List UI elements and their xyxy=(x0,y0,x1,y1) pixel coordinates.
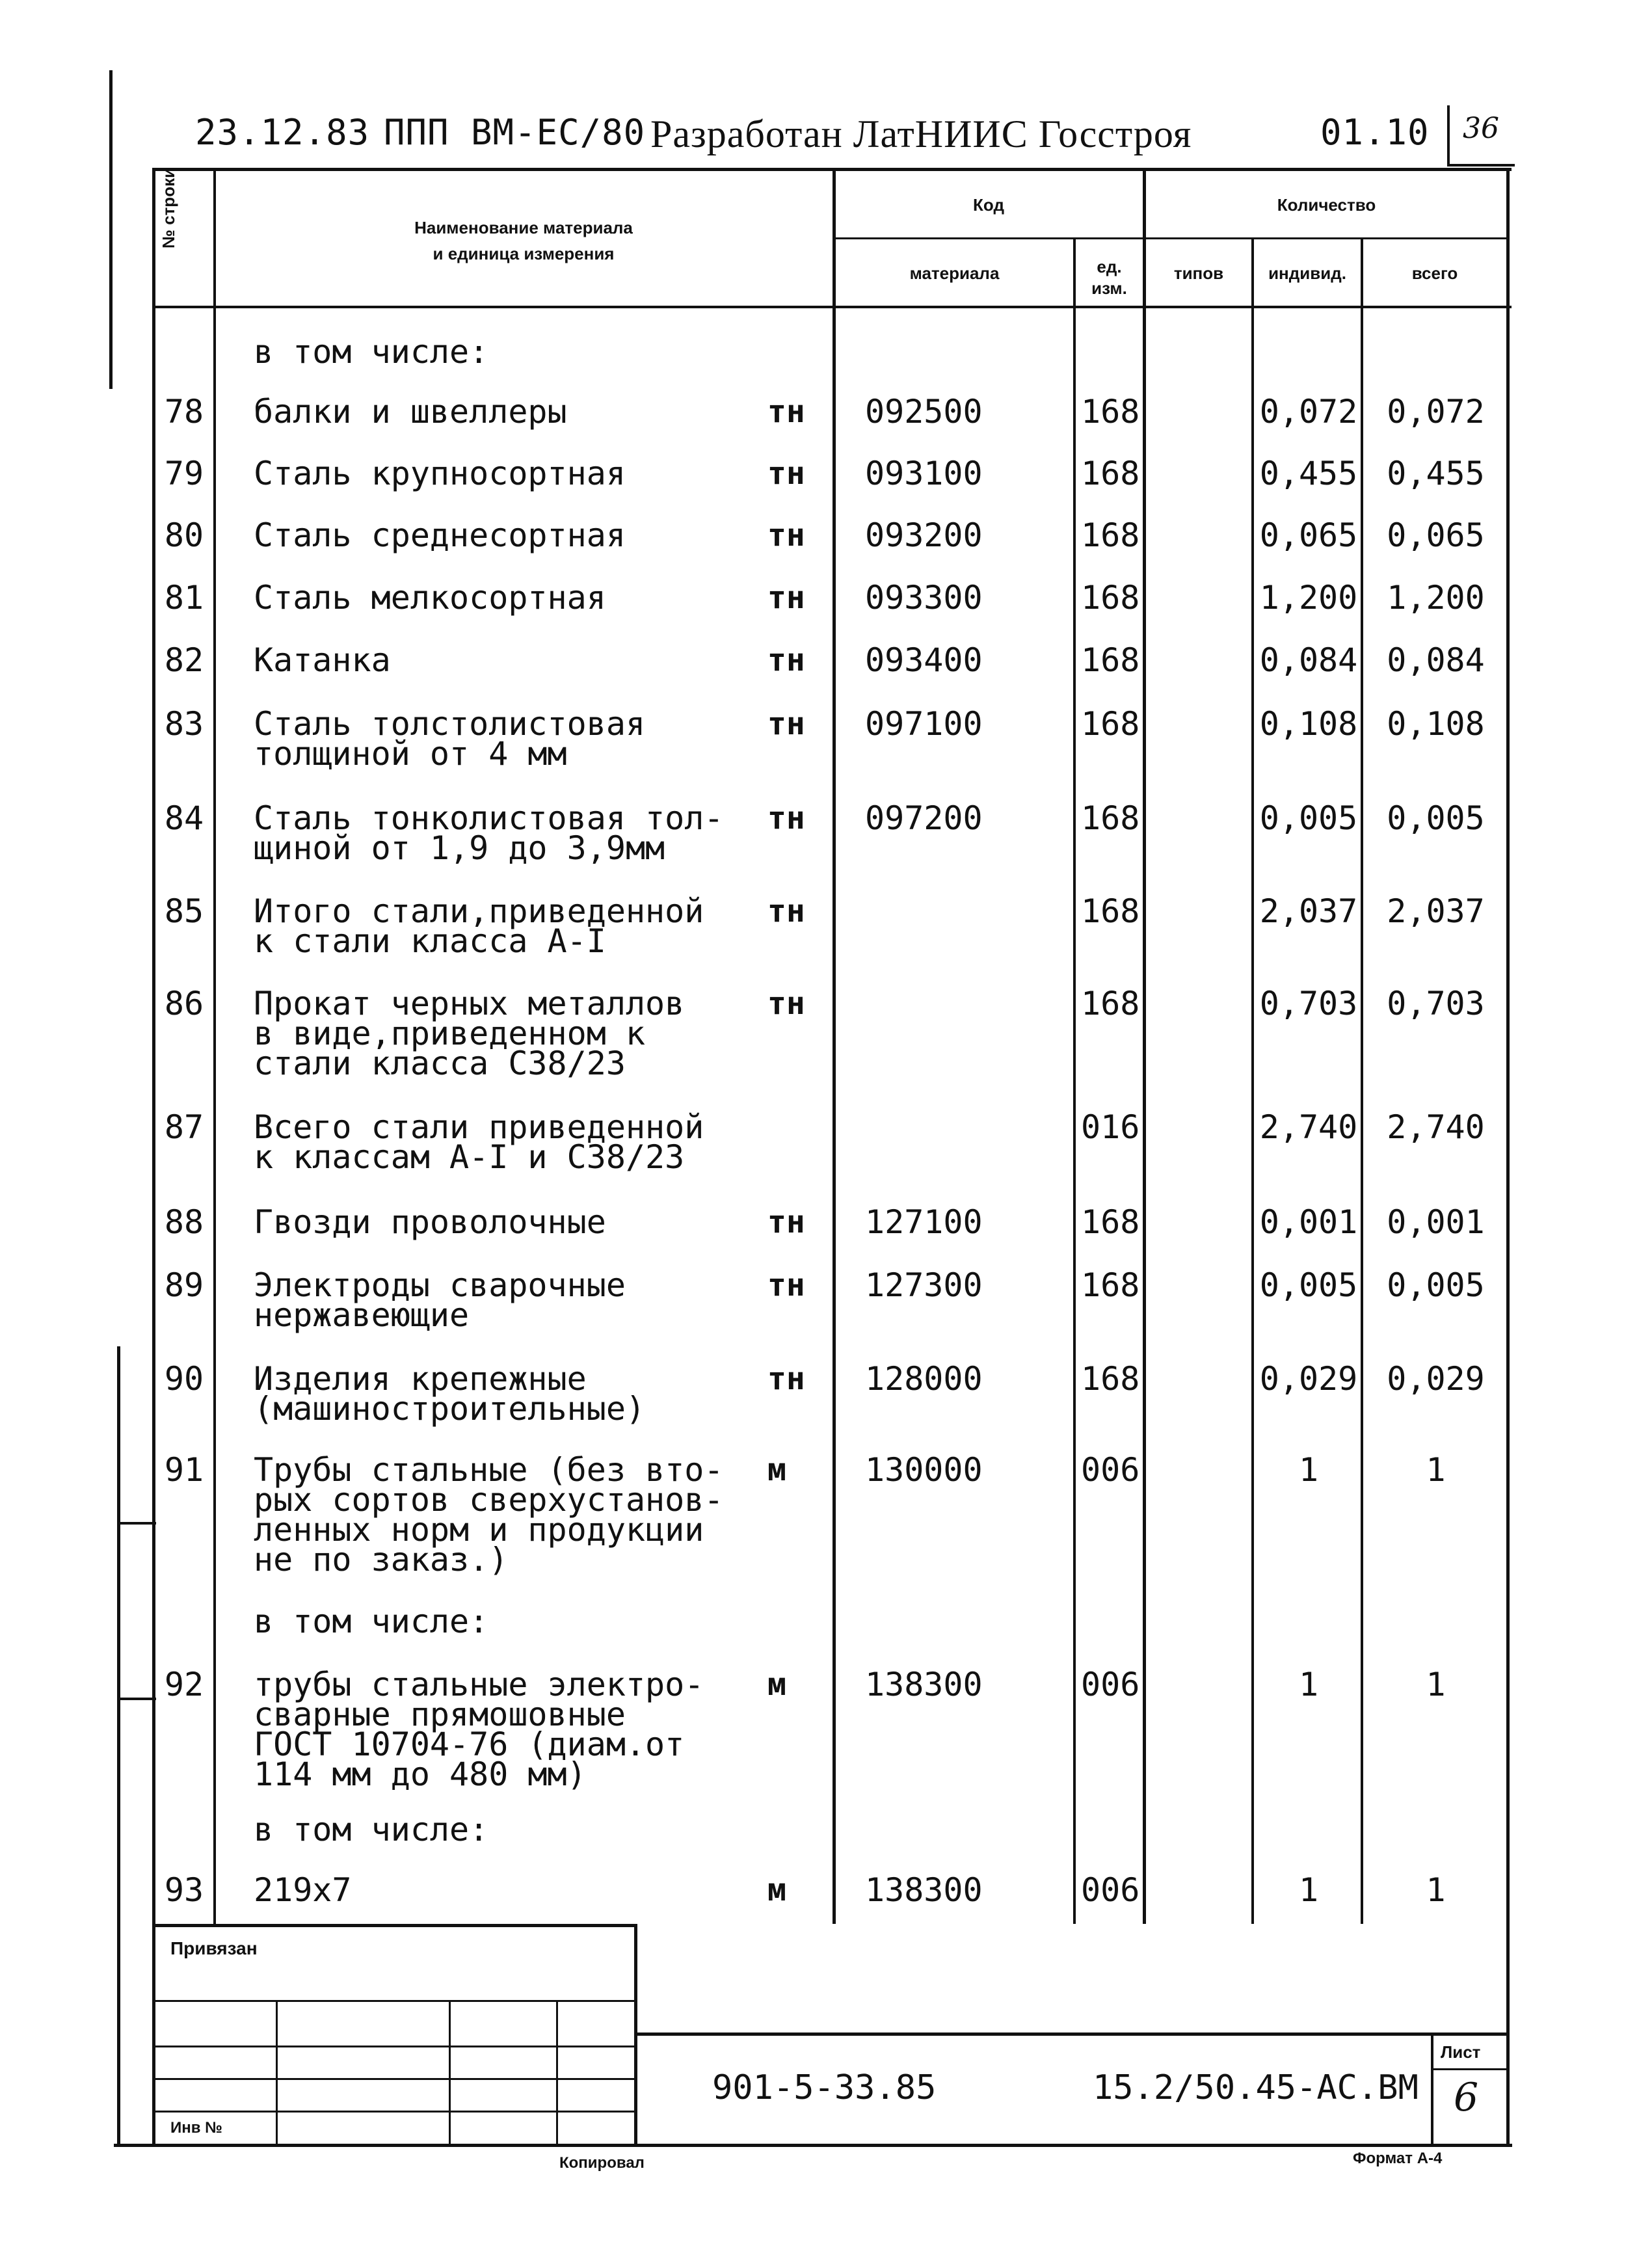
row-total: 1 xyxy=(1426,1451,1446,1489)
col-code-group: Код xyxy=(973,195,1004,215)
row-number: 87 xyxy=(164,1108,204,1146)
stamp-vline-3 xyxy=(556,2000,558,2145)
row-number: 93 xyxy=(164,1871,204,1909)
row-individual: 0,065 xyxy=(1259,516,1358,554)
row-material-code: 130000 xyxy=(865,1451,983,1489)
row-material-code: 093400 xyxy=(865,641,983,679)
row-number: 81 xyxy=(164,579,204,617)
row-unit-code: 168 xyxy=(1081,799,1140,837)
row-name: Сталь мелкосортная xyxy=(254,579,606,617)
col-name-line1: Наименование материала xyxy=(414,218,633,237)
stamp-top-right xyxy=(634,2033,1509,2036)
binding-line-bottom xyxy=(117,1346,120,2146)
stamp-sheet-label: Лист xyxy=(1441,2042,1481,2062)
stamp-top-left xyxy=(152,1924,637,1927)
row-total: 0,072 xyxy=(1387,393,1485,431)
row-individual: 0,703 xyxy=(1259,985,1358,1022)
header-date: 23.12.83 xyxy=(195,112,370,153)
row-number: 80 xyxy=(164,516,204,554)
row-material-code: 093300 xyxy=(865,579,983,617)
row-total: 0,005 xyxy=(1387,799,1485,837)
row-material-code: 093200 xyxy=(865,516,983,554)
header-developer: Разработан ЛатНИИС Госстроя xyxy=(650,113,1192,155)
row-number: 89 xyxy=(164,1266,204,1304)
binding-line-top xyxy=(109,70,113,389)
row-material-code: 092500 xyxy=(865,393,983,431)
row-unit-code: 168 xyxy=(1081,1360,1140,1398)
row-material-code: 138300 xyxy=(865,1666,983,1703)
binding-tick-1 xyxy=(117,1522,156,1525)
row-material-code: 127300 xyxy=(865,1266,983,1304)
row-unit: тн xyxy=(767,985,805,1022)
row-unit: тн xyxy=(767,1204,805,1240)
row-unit: тн xyxy=(767,1267,805,1303)
col-line-name xyxy=(833,168,836,1924)
row-number: 78 xyxy=(164,393,204,431)
binding-tick-2 xyxy=(117,1698,156,1700)
row-unit-code: 168 xyxy=(1081,579,1140,617)
row-unit: тн xyxy=(767,800,805,836)
row-name: Сталь среднесортная xyxy=(254,516,626,554)
row-name: трубы стальные электро- сварные прямошовные ГОСТ 10704-76 (диам.от 114 мм до 480 мм) xyxy=(254,1666,704,1793)
row-individual: 1 xyxy=(1298,1666,1319,1703)
row-unit-code: 168 xyxy=(1081,641,1140,679)
row-individual: 1,200 xyxy=(1259,579,1358,617)
row-name: Электроды сварочные нержавеющие xyxy=(254,1266,626,1334)
intro-text: в том числе: xyxy=(254,333,489,371)
stamp-doc: 15.2/50.45-АС.ВМ xyxy=(1093,2068,1419,2107)
row-unit-code: 168 xyxy=(1081,892,1140,930)
stamp-sheet-vline xyxy=(1431,2033,1433,2145)
row-unit: м xyxy=(767,1452,786,1488)
row-material-code: 128000 xyxy=(865,1360,983,1398)
row-unit-code: 168 xyxy=(1081,455,1140,492)
row-unit-code: 016 xyxy=(1081,1108,1140,1146)
row-number: 91 xyxy=(164,1451,204,1489)
row-total: 0,029 xyxy=(1387,1360,1485,1398)
row-unit-code: 168 xyxy=(1081,516,1140,554)
row-material-code: 127100 xyxy=(865,1203,983,1241)
row-number: 82 xyxy=(164,641,204,679)
stamp-project: 901-5-33.85 xyxy=(712,2068,937,2107)
row-name: Итого стали,приведенной к стали класса А-I xyxy=(254,892,704,960)
stamp-sheet-hline xyxy=(1431,2068,1509,2070)
stamp-line-3 xyxy=(152,2078,637,2080)
row-name: Сталь толстолистовая толщиной от 4 мм xyxy=(254,705,646,773)
col-line-ucode xyxy=(1143,168,1146,1924)
row-unit: тн xyxy=(767,893,805,929)
row-unit-code: 168 xyxy=(1081,1203,1140,1241)
row-material-code: 097100 xyxy=(865,705,983,743)
row-number: 84 xyxy=(164,799,204,837)
stamp-inv: Инв № xyxy=(170,2119,222,2137)
row-name: Прокат черных металлов в виде,приведенном к стали класса С38/23 xyxy=(254,985,685,1082)
col-total: всего xyxy=(1411,263,1458,283)
row-total: 0,005 xyxy=(1387,1266,1485,1304)
row-material-code: 138300 xyxy=(865,1871,983,1909)
row-total: 0,001 xyxy=(1387,1203,1485,1241)
stamp-bound: Привязан xyxy=(170,1938,258,1958)
row-individual: 0,005 xyxy=(1259,799,1358,837)
row-total: 1,200 xyxy=(1387,579,1485,617)
row-total: 1 xyxy=(1426,1871,1446,1909)
row-unit: тн xyxy=(767,642,805,678)
row-individual: 1 xyxy=(1298,1871,1319,1909)
row-number: 92 xyxy=(164,1666,204,1703)
frame-top xyxy=(152,168,1512,171)
row-total: 0,703 xyxy=(1387,985,1485,1022)
handwritten-number: 36 xyxy=(1463,112,1499,145)
stamp-sheet-no: 6 xyxy=(1454,2075,1479,2120)
col-ucode-1: ед. xyxy=(1097,257,1122,276)
row-individual: 2,740 xyxy=(1259,1108,1358,1146)
row-name: в том числе: xyxy=(254,1811,489,1848)
col-line-indiv xyxy=(1361,237,1363,1924)
row-name: 219х7 xyxy=(254,1871,352,1909)
frame-bottom xyxy=(114,2144,1512,2147)
row-unit-code: 168 xyxy=(1081,985,1140,1022)
row-individual: 0,001 xyxy=(1259,1203,1358,1241)
row-individual: 0,108 xyxy=(1259,705,1358,743)
col-qty-group: Количество xyxy=(1277,195,1376,215)
row-name: балки и швеллеры xyxy=(254,393,567,431)
col-name-line2: и единица измерения xyxy=(433,244,615,263)
row-number: 86 xyxy=(164,985,204,1022)
header-mid-line xyxy=(833,237,1509,239)
row-unit-code: 168 xyxy=(1081,1266,1140,1304)
row-individual: 1 xyxy=(1298,1451,1319,1489)
row-name: Трубы стальные (без вто- рых сортов сверхустанов- ленных норм и продукции не по заказ.) xyxy=(254,1451,724,1579)
col-typical: типов xyxy=(1173,263,1224,283)
row-unit: м xyxy=(767,1666,786,1703)
header-bottom-line xyxy=(152,306,1512,308)
row-individual: 0,084 xyxy=(1259,641,1358,679)
col-individual: индивид. xyxy=(1268,263,1346,283)
row-total: 0,084 xyxy=(1387,641,1485,679)
row-individual: 0,072 xyxy=(1259,393,1358,431)
col-line-code xyxy=(1073,237,1076,1924)
stamp-vline-2 xyxy=(449,2000,451,2145)
row-unit: тн xyxy=(767,1361,805,1397)
row-unit-code: 006 xyxy=(1081,1666,1140,1703)
stamp-line-1 xyxy=(152,2000,637,2002)
row-individual: 0,029 xyxy=(1259,1360,1358,1398)
header-code: 01.10 xyxy=(1320,112,1430,153)
row-name: Изделия крепежные (машиностроительные) xyxy=(254,1360,646,1428)
row-unit: м xyxy=(767,1872,786,1908)
row-total: 2,037 xyxy=(1387,892,1485,930)
row-name: Катанка xyxy=(254,641,391,679)
row-unit: тн xyxy=(767,580,805,616)
row-unit: тн xyxy=(767,455,805,492)
header-series: ППП ВМ-ЕС/80 xyxy=(384,112,646,153)
stamp-vline-1 xyxy=(276,2000,278,2145)
frame-right xyxy=(1506,168,1510,2145)
row-unit-code: 168 xyxy=(1081,705,1140,743)
row-total: 0,455 xyxy=(1387,455,1485,492)
row-name: Сталь тонколистовая тол- щиной от 1,9 до 3,9мм xyxy=(254,799,724,867)
footer-format: Формат А-4 xyxy=(1353,2150,1443,2167)
row-unit-code: 006 xyxy=(1081,1871,1140,1909)
footer-copied: Копировал xyxy=(559,2154,645,2172)
row-material-code: 093100 xyxy=(865,455,983,492)
row-number: 88 xyxy=(164,1203,204,1241)
row-total: 0,065 xyxy=(1387,516,1485,554)
handwritten-box xyxy=(1447,105,1515,167)
row-number: 83 xyxy=(164,705,204,743)
row-number: 85 xyxy=(164,892,204,930)
row-number: 90 xyxy=(164,1360,204,1398)
col-line-no xyxy=(213,168,216,1924)
row-total: 0,108 xyxy=(1387,705,1485,743)
row-unit: тн xyxy=(767,706,805,742)
row-individual: 0,455 xyxy=(1259,455,1358,492)
row-material-code: 097200 xyxy=(865,799,983,837)
row-total: 1 xyxy=(1426,1666,1446,1703)
row-name: Гвозди проволочные xyxy=(254,1203,606,1241)
row-name: Всего стали приведенной к классам А-I и С38/23 xyxy=(254,1108,704,1176)
row-unit: тн xyxy=(767,393,805,430)
col-material: материала xyxy=(909,263,1000,283)
row-individual: 0,005 xyxy=(1259,1266,1358,1304)
stamp-line-4 xyxy=(152,2111,637,2113)
row-unit-code: 006 xyxy=(1081,1451,1140,1489)
row-name: в том числе: xyxy=(254,1603,489,1640)
row-name: Сталь крупносортная xyxy=(254,455,626,492)
row-total: 2,740 xyxy=(1387,1108,1485,1146)
col-ucode-2: изм. xyxy=(1091,278,1127,298)
row-individual: 2,037 xyxy=(1259,892,1358,930)
col-row-no: № строки xyxy=(159,167,178,249)
row-unit-code: 168 xyxy=(1081,393,1140,431)
col-line-typ xyxy=(1251,237,1254,1924)
row-number: 79 xyxy=(164,455,204,492)
stamp-line-2 xyxy=(152,2046,637,2047)
row-unit: тн xyxy=(767,517,805,553)
